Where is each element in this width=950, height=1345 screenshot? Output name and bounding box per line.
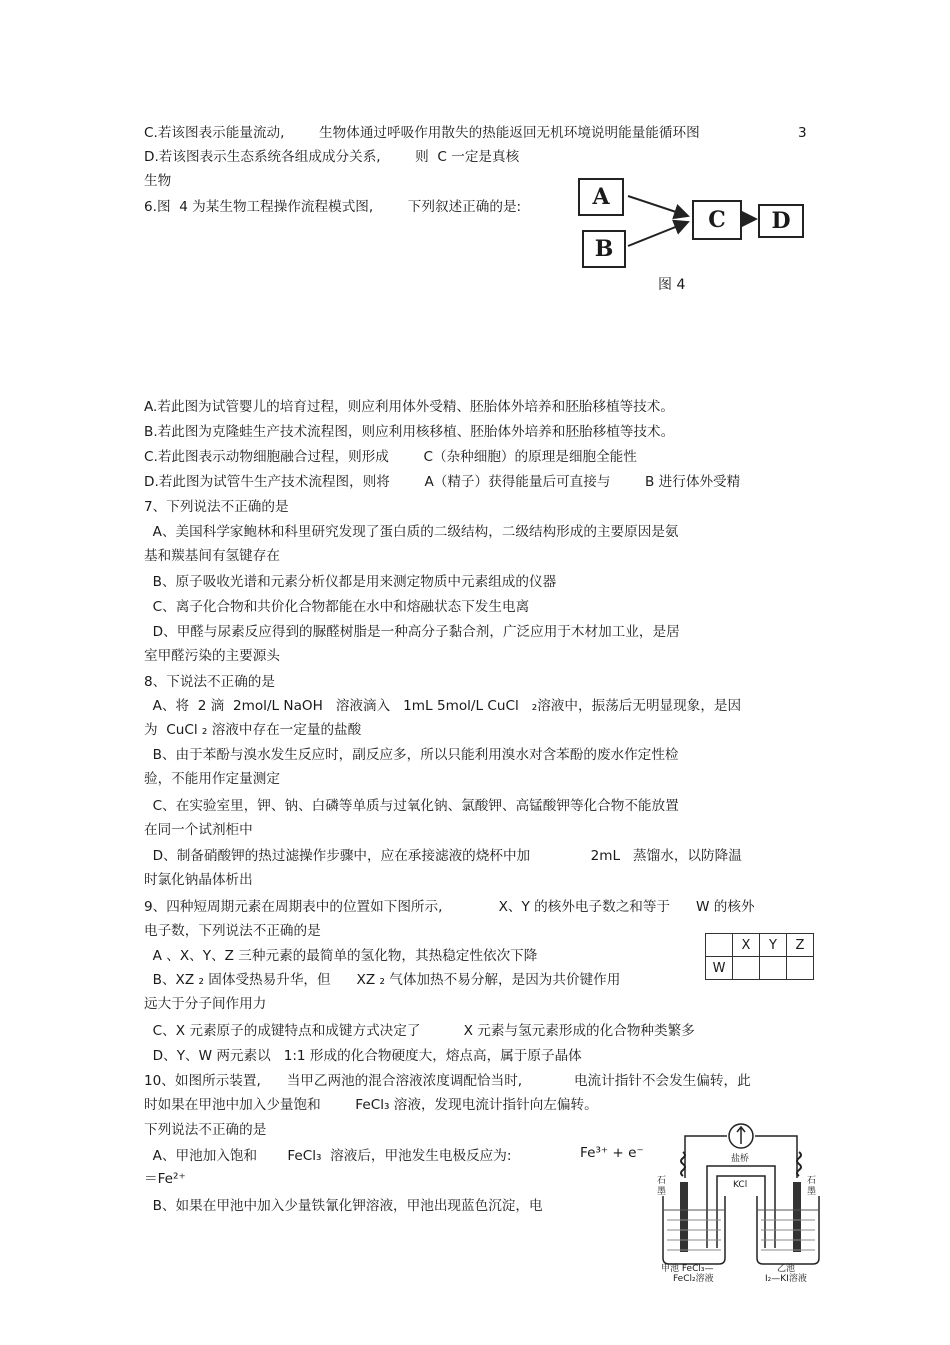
option-c-prev: C.若该图表示能量流动, 生物体通过呼吸作用散失的热能返回无机环境说明能量能循环图 xyxy=(144,125,700,141)
box-d: D xyxy=(758,204,804,238)
q8-option-b-1: B、由于苯酚与溴水发生反应时，副反应多，所以只能利用溴水对含苯酚的废水作定性检 xyxy=(144,747,679,763)
box-b: B xyxy=(582,230,626,268)
pt-cell xyxy=(760,957,787,980)
q6-option-a: A.若此图为试管婴儿的培育过程，则应利用体外受精、胚胎体外培养和胚胎移植等技术。 xyxy=(144,399,674,415)
question-9-2: 电子数，下列说法不正确的是 xyxy=(144,923,321,939)
q8-option-c-1: C、在实验室里，钾、钠、白磷等单质与过氧化钠、氯酸钾、高锰酸钾等化合物不能放置 xyxy=(144,798,679,814)
q7-option-d-1: D、甲醛与尿素反应得到的脲醛树脂是一种高分子黏合剂，广泛应用于木材加工业，是居 xyxy=(144,624,680,640)
question-6: 6.图 4 为某生物工程操作流程模式图, 下列叙述正确的是: xyxy=(144,199,522,215)
page-number: 3 xyxy=(798,125,807,141)
left-electrode-label: 石墨 xyxy=(657,1176,667,1197)
box-c: C xyxy=(692,200,742,240)
question-10-1: 10、如图所示装置, 当甲乙两池的混合溶液浓度调配恰当时, 电流计指针不会发生偏转，此 xyxy=(144,1073,751,1089)
flow-arrows xyxy=(578,176,816,298)
q10-option-a-eq: Fe³⁺ + e⁻ xyxy=(580,1145,644,1161)
q7-option-a-2: 基和羰基间有氢键存在 xyxy=(144,548,280,564)
q7-option-c: C、离子化合物和共价化合物都能在水中和熔融状态下发生电离 xyxy=(144,599,530,615)
q10-option-a-2: ＝Fe²⁺ xyxy=(144,1171,186,1187)
periodic-table-fragment xyxy=(705,933,814,980)
right-cell-label-2: I₂—KI溶液 xyxy=(765,1274,807,1284)
salt-bridge-label: 盐桥 xyxy=(731,1154,750,1164)
q8-option-a-1: A、将 2 滴 2mol/L NaOH 溶液滴入 1mL 5mol/L CuCl ₂溶液中，振荡后无明显现象，是因 xyxy=(144,698,742,714)
galvanic-cell-drawing xyxy=(655,1118,825,1286)
option-d-prev-2: 生物 xyxy=(144,173,172,189)
q8-option-a-2: 为 CuCl ₂ 溶液中存在一定量的盐酸 xyxy=(144,722,362,738)
q8-option-d-1: D、制备硝酸钾的热过滤操作步骤中，应在承接滤液的烧杯中加 2mL 蒸馏水，以防降温 xyxy=(144,848,742,864)
pt-cell-y: Y xyxy=(760,934,787,957)
pt-cell-z: Z xyxy=(787,934,814,957)
left-cell-label-2: FeCl₂溶液 xyxy=(673,1274,714,1284)
q10-option-b: B、如果在甲池中加入少量铁氰化钾溶液，甲池出现蓝色沉淀，电 xyxy=(144,1198,543,1214)
q9-option-c: C、X 元素原子的成键特点和成键方式决定了 X 元素与氢元素形成的化合物种类繁多 xyxy=(144,1023,695,1039)
q7-option-a-1: A、美国科学家鲍林和科里研究发现了蛋白质的二级结构，二级结构形成的主要原因是氨 xyxy=(144,524,679,540)
q9-option-a: A 、X、Y、Z 三种元素的最简单的氢化物，其热稳定性依次下降 xyxy=(144,948,538,964)
question-10-2: 时如果在甲池中加入少量饱和 FeCl₃ 溶液，发现电流计指针向左偏转。 xyxy=(144,1097,598,1113)
pt-cell xyxy=(733,957,760,980)
pt-cell-w: W xyxy=(706,957,733,980)
q9-option-b-1: B、XZ ₂ 固体受热易升华，但 XZ ₂ 气体加热不易分解，是因为共价键作用 xyxy=(144,972,621,988)
q10-option-a-1: A、甲池加入饱和 FeCl₃ 溶液后，甲池发生电极反应为: xyxy=(144,1148,512,1164)
q9-option-b-2: 远大于分子间作用力 xyxy=(144,996,267,1012)
kcl-label: KCl xyxy=(733,1180,748,1190)
q6-option-b: B.若此图为克隆蛙生产技术流程图，则应利用核移植、胚胎体外培养和胚胎移植等技术。 xyxy=(144,424,675,440)
right-cell-label-1: 乙池 xyxy=(777,1264,796,1274)
pt-cell-x: X xyxy=(733,934,760,957)
q6-option-d: D.若此图为试管牛生产技术流程图，则将 A（精子）获得能量后可直接与 B 进行体外受精 xyxy=(144,474,741,490)
q6-option-c: C.若此图表示动物细胞融合过程，则形成 C（杂种细胞）的原理是细胞全能性 xyxy=(144,449,637,465)
galvanic-cell-figure xyxy=(655,1118,825,1286)
q7-option-d-2: 室甲醛污染的主要源头 xyxy=(144,648,280,664)
question-8: 8、下说法不正确的是 xyxy=(144,674,275,690)
question-7: 7、下列说法不正确的是 xyxy=(144,499,289,515)
figure-4-diagram xyxy=(578,176,816,298)
q7-option-b: B、原子吸收光谱和元素分析仪都是用来测定物质中元素组成的仪器 xyxy=(144,574,557,590)
box-a: A xyxy=(578,178,624,216)
q8-option-b-2: 验，不能用作定量测定 xyxy=(144,771,280,787)
pt-cell xyxy=(787,957,814,980)
q8-option-c-2: 在同一个试剂柜中 xyxy=(144,822,253,838)
pt-cell xyxy=(706,934,733,957)
question-9-1: 9、四种短周期元素在周期表中的位置如下图所示, X、Y 的核外电子数之和等于 W 的核外 xyxy=(144,899,755,915)
question-10-3: 下列说法不正确的是 xyxy=(144,1122,267,1138)
left-cell-label-1: 甲池 FeCl₃— xyxy=(661,1264,714,1274)
q9-option-d: D、Y、W 两元素以 1:1 形成的化合物硬度大，熔点高，属于原子晶体 xyxy=(144,1048,582,1064)
right-electrode-label: 石墨 xyxy=(807,1176,817,1197)
q8-option-d-2: 时氯化钠晶体析出 xyxy=(144,872,253,888)
option-d-prev-1: D.若该图表示生态系统各组成成分关系, 则 C 一定是真核 xyxy=(144,149,520,165)
figure-4-caption: 图 4 xyxy=(658,277,686,293)
